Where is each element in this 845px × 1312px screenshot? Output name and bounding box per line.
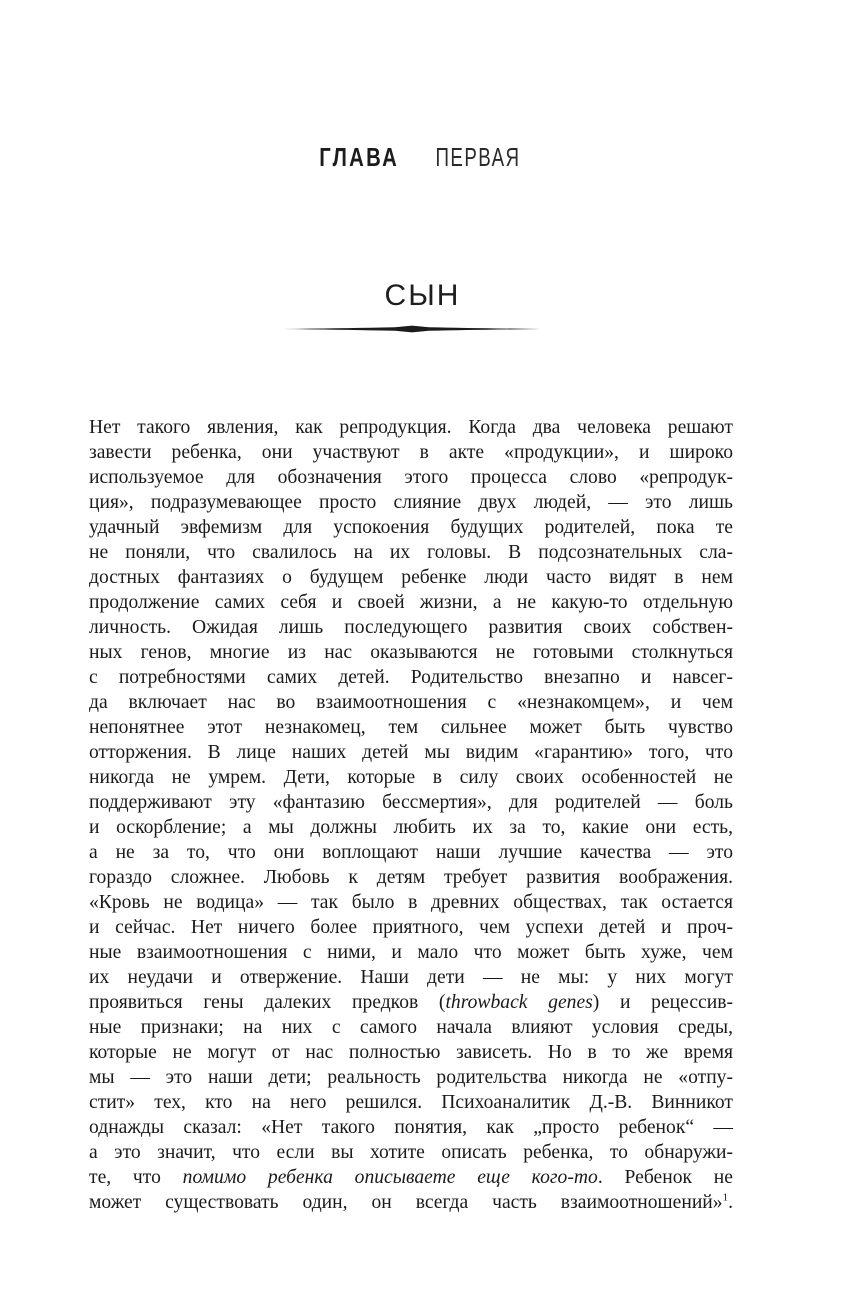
- chapter-label: [0, 140, 845, 174]
- chapter-label-word: ГЛАВА: [318, 142, 399, 172]
- paragraph-line: [89, 965, 733, 990]
- line-text: ция», подразумевающее просто слияние двух людей, — это лишь: [89, 492, 733, 513]
- paragraph-line: [89, 890, 733, 915]
- line-text: достных фантазиях о будущем ребенке люди часто видят в нем: [89, 567, 733, 588]
- line-text: . Ребенок не: [597, 1167, 733, 1188]
- paragraph-line: [89, 1090, 733, 1115]
- paragraph-line: [89, 915, 733, 940]
- italic-text: throwback genes: [445, 992, 593, 1013]
- paragraph-line: [89, 990, 733, 1015]
- line-text: не поняли, что свалилось на их головы. В подсознательных сла-: [89, 542, 733, 563]
- chapter-label-number: ПЕРВАЯ: [435, 142, 521, 172]
- paragraph-line: [89, 565, 733, 590]
- line-text: проявиться гены далеких предков (: [89, 992, 446, 1013]
- paragraph-line: [89, 1165, 733, 1190]
- line-text: продолжение самих себя и своей жизни, а не какую-то отдельную: [89, 592, 733, 613]
- paragraph-line: [89, 690, 733, 715]
- line-text: а не за то, что они воплощают наши лучшие качества — это: [89, 842, 733, 863]
- paragraph-line: [89, 1065, 733, 1090]
- paragraph-line: [89, 815, 733, 840]
- line-text: отторжения. В лице наших детей мы видим «гарантию» того, что: [89, 742, 733, 763]
- italic-text: помимо ребенка описываете еще кого-то: [182, 1167, 598, 1188]
- paragraph-line: [89, 540, 733, 565]
- paragraph-line: [89, 665, 733, 690]
- paragraph-line: [89, 515, 733, 540]
- footnote-marker: 1: [722, 1191, 729, 1204]
- line-text: .: [728, 1192, 733, 1213]
- paragraph-line: [89, 790, 733, 815]
- paragraph-line: [89, 415, 733, 440]
- line-text: удачный эвфемизм для успокоения будущих родителей, пока те: [89, 517, 733, 538]
- line-text: «Кровь не водица» — так было в древних обществах, так остается: [89, 892, 733, 913]
- paragraph-line: [89, 590, 733, 615]
- line-text: используемое для обозначения этого процесса слово «репродук-: [89, 467, 733, 488]
- line-text: стит» тех, кто на него решился. Психоаналитик Д.-В. Винникот: [89, 1092, 733, 1113]
- line-text: да включает нас во взаимоотношения с «незнакомцем», и чем: [89, 692, 733, 713]
- paragraph-line: [89, 1140, 733, 1165]
- line-text: их неудачи и отвержение. Наши дети — не мы: у них могут: [89, 967, 733, 988]
- line-text: поддерживают эту «фантазию бессмертия», для родителей — боль: [89, 792, 733, 813]
- chapter-title: СЫН: [384, 279, 461, 312]
- paragraph-line: [89, 465, 733, 490]
- line-text: мы — это наши дети; реальность родительства никогда не «отпу-: [89, 1067, 733, 1088]
- line-text: а это значит, что если вы хотите описать ребенка, то обнаружи-: [89, 1142, 733, 1163]
- line-text: ) и рецессив-: [592, 992, 733, 1013]
- line-text: может существовать один, он всегда часть взаимоотношений»: [89, 1192, 723, 1213]
- line-text: никогда не умрем. Дети, которые в силу своих особенностей не: [89, 767, 733, 788]
- paragraph-line: [89, 715, 733, 740]
- chapter-body-paragraph: [89, 415, 733, 1215]
- line-text: те, что: [89, 1167, 183, 1188]
- line-text: и сейчас. Нет ничего более приятного, чем успехи детей и проч-: [89, 917, 733, 938]
- line-text: с потребностями самих детей. Родительство внезапно и навсег-: [89, 667, 733, 688]
- line-text: завести ребенка, они участвуют в акте «продукции», и широко: [89, 442, 733, 463]
- paragraph-line: [89, 1115, 733, 1140]
- paragraph-line: [89, 940, 733, 965]
- line-text: непонятнее этот незнакомец, тем сильнее может быть чувство: [89, 717, 733, 738]
- title-divider-ornament: [283, 322, 541, 336]
- line-text: ные взаимоотношения с ними, и мало что может быть хуже, чем: [89, 942, 733, 963]
- line-text: ные признаки; на них с самого начала влияют условия среды,: [89, 1017, 733, 1038]
- paragraph-line: [89, 865, 733, 890]
- paragraph-line: [89, 1015, 733, 1040]
- paragraph-line: [89, 440, 733, 465]
- line-text: гораздо сложнее. Любовь к детям требует развития воображения.: [89, 867, 733, 888]
- paragraph-line: [89, 840, 733, 865]
- line-text: ных генов, многие из нас оказываются не готовыми столкнуться: [89, 642, 733, 663]
- paragraph-line: [89, 765, 733, 790]
- line-text: Нет такого явления, как репродукция. Когда два человека решают: [89, 417, 733, 438]
- paragraph-line: [89, 615, 733, 640]
- paragraph-line: [89, 1040, 733, 1065]
- line-text: однажды сказал: «Нет такого понятия, как „просто ребенок“ —: [89, 1117, 733, 1138]
- paragraph-line: [89, 490, 733, 515]
- line-text: которые не могут от нас полностью зависеть. Но в то же время: [89, 1042, 733, 1063]
- paragraph-line: [89, 640, 733, 665]
- line-text: и оскорбление; а мы должны любить их за то, какие они есть,: [89, 817, 733, 838]
- line-text: личность. Ожидая лишь последующего развития своих собствен-: [89, 617, 733, 638]
- paragraph-line: [89, 1190, 733, 1215]
- paragraph-line: [89, 740, 733, 765]
